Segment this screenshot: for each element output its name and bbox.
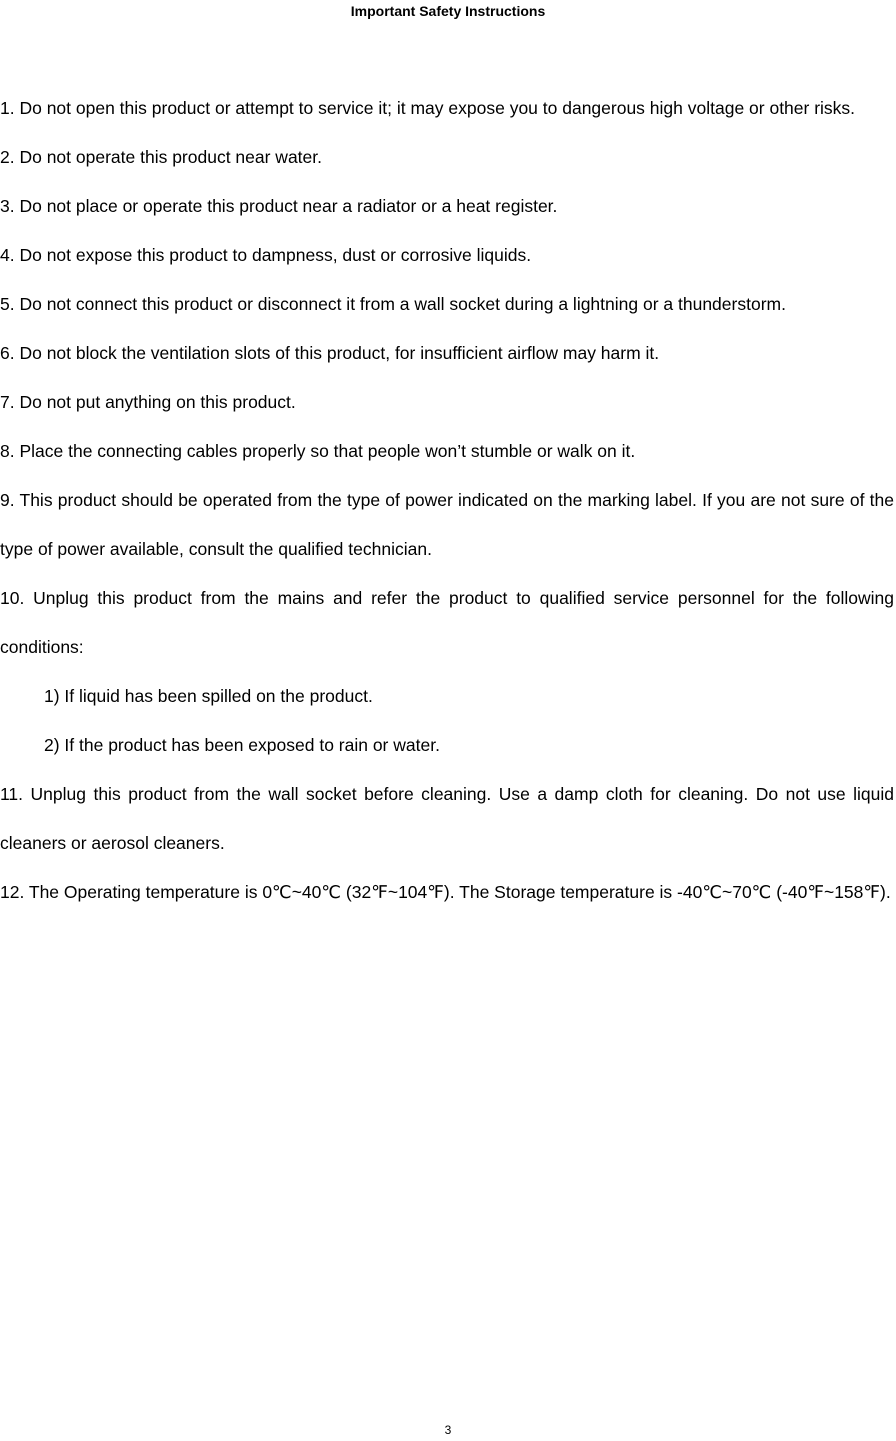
instruction-item-11: 11. Unplug this product from the wall socket before cleaning. Use a damp cloth for cleaning. Do not use liquid cleaners or aerosol cleaners. [0, 784, 894, 853]
instruction-item-7: 7. Do not put anything on this product. [0, 392, 296, 412]
instruction-item-1: 1. Do not open this product or attempt to service it; it may expose you to dangerous high voltage or other risks. [0, 98, 856, 118]
page-number: 3 [444, 1423, 452, 1437]
instruction-item-6: 6. Do not block the ventilation slots of this product, for insufficient airflow may harm it. [0, 343, 660, 363]
instruction-item-2: 2. Do not operate this product near water. [0, 147, 322, 167]
instruction-item-10: 10. Unplug this product from the mains and refer the product to qualified service personnel for the following conditions: [0, 588, 894, 657]
instruction-item-5: 5. Do not connect this product or disconnect it from a wall socket during a lightning or a thunderstorm. [0, 294, 786, 314]
instruction-item-8: 8. Place the connecting cables properly so that people won’t stumble or walk on it. [0, 441, 636, 461]
instruction-item-9: 9. This product should be operated from the type of power indicated on the marking label. If you are not sure of the type of power available, consult the qualified technician. [0, 490, 894, 559]
instruction-subitem-2: 2) If the product has been exposed to rain or water. [44, 735, 440, 755]
instruction-item-4: 4. Do not expose this product to dampness, dust or corrosive liquids. [0, 245, 532, 265]
instruction-subitem-1: 1) If liquid has been spilled on the product. [44, 686, 373, 706]
page-title: Important Safety Instructions [350, 3, 546, 19]
instruction-item-3: 3. Do not place or operate this product near a radiator or a heat register. [0, 196, 558, 216]
instruction-item-12: 12. The Operating temperature is 0℃~40℃ (32℉~104℉). The Storage temperature is -40℃~70℃ (-40℉~158℉). [0, 882, 891, 902]
safety-instructions-list [0, 84, 894, 917]
